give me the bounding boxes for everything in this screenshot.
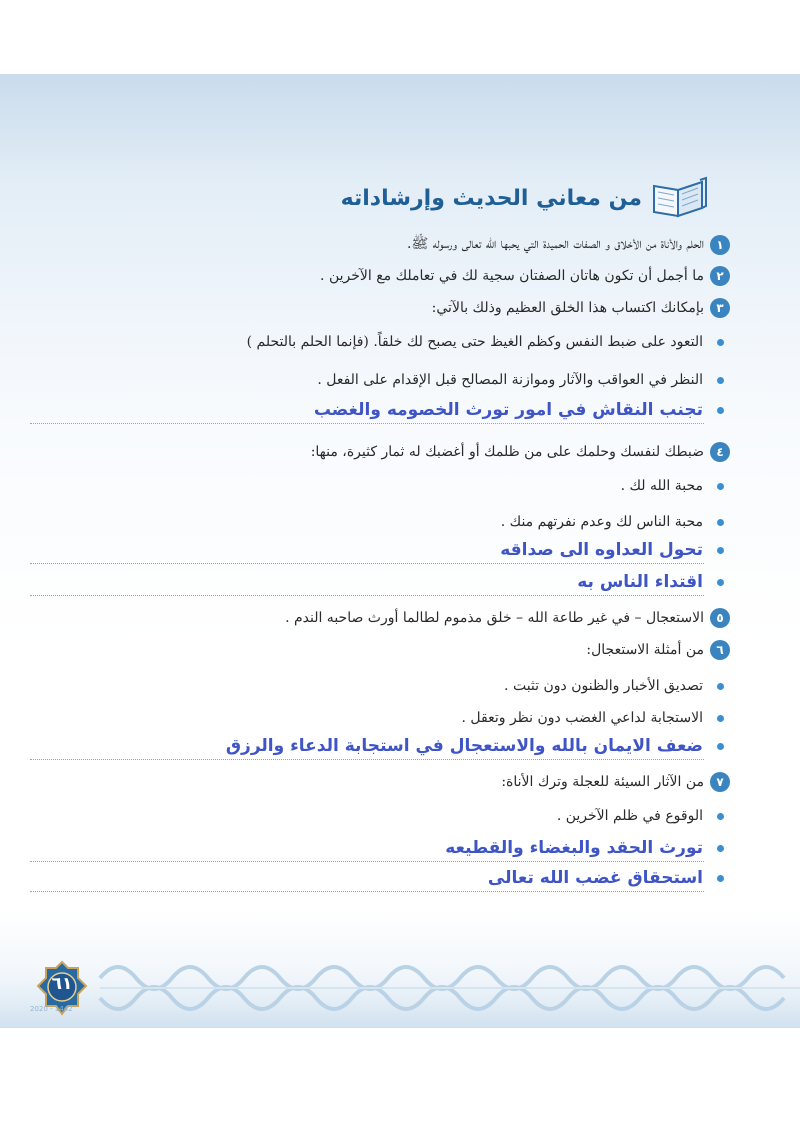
list-item <box>30 801 730 831</box>
bullet-icon <box>717 483 724 490</box>
list-item <box>30 507 730 537</box>
bullet-icon <box>717 683 724 690</box>
list-item <box>30 863 730 893</box>
footer-ornament <box>0 948 800 1028</box>
list-item <box>30 395 730 425</box>
item-text: ما أجمل أن تكون هاتان الصفتان سجية لك في تعاملك مع الآخرين . <box>320 268 704 284</box>
item-text: الاستجابة لداعي الغضب دون نظر وتعقل . <box>461 710 703 726</box>
list-item <box>30 671 730 701</box>
bullet-icon <box>717 377 724 384</box>
bullet-icon <box>717 579 724 586</box>
item-text: ضبطك لنفسك وحلمك على من ظلمك أو أغضبك له ثمار كثيرة، منها: <box>310 444 704 460</box>
bullet-icon <box>717 845 724 852</box>
item-number-badge: ٢ <box>710 266 730 286</box>
handwritten-answer: اقتداء الناس به <box>577 572 703 592</box>
answer-dotted-line <box>30 861 704 862</box>
numbered-item <box>30 769 730 795</box>
handwritten-answer: تورث الحقد والبغضاء والقطيعه <box>445 838 703 858</box>
bullet-icon <box>717 519 724 526</box>
item-number-badge: ٦ <box>710 640 730 660</box>
list-item <box>30 471 730 501</box>
numbered-item <box>30 232 730 258</box>
answer-dotted-line <box>30 423 704 424</box>
item-text: التعود على ضبط النفس وكظم الغيظ حتى يصبح لك خلقاً. (فإنما الحلم بالتحلم ) <box>246 334 703 350</box>
item-text: الحلم والأناة من الأخلاق و الصفات الحميدة التي يحبها الله تعالى ورسوله ﷺ. <box>406 236 704 252</box>
item-number-badge: ٥ <box>710 608 730 628</box>
handwritten-answer: تحول العداوه الى صداقه <box>500 540 703 560</box>
list-item <box>30 327 730 357</box>
item-text: محبة الله لك . <box>620 478 703 494</box>
item-text: النظر في العواقب والآثار وموازنة المصالح قبل الإقدام على الفعل . <box>317 372 703 388</box>
item-number-badge: ٤ <box>710 442 730 462</box>
section-title: من معاني الحديث وإرشاداته <box>340 185 642 211</box>
numbered-item <box>30 605 730 631</box>
list-item <box>30 567 730 597</box>
open-book-icon <box>650 176 708 220</box>
list-item <box>30 703 730 733</box>
bullet-icon <box>717 743 724 750</box>
item-text: الوقوع في ظلم الآخرين . <box>556 808 703 824</box>
footer-year: 2020 - 1442 <box>30 1005 73 1013</box>
section-header <box>341 176 708 220</box>
bullet-icon <box>717 407 724 414</box>
item-text: الاستعجال – في غير طاعة الله – خلق مذموم لطالما أورث صاحبه الندم . <box>285 610 704 626</box>
numbered-item <box>30 263 730 289</box>
item-number-badge: ١ <box>710 235 730 255</box>
item-number-badge: ٧ <box>710 772 730 792</box>
bullet-icon <box>717 715 724 722</box>
bullet-icon <box>717 813 724 820</box>
numbered-item <box>30 295 730 321</box>
list-item <box>30 535 730 565</box>
bullet-icon <box>717 339 724 346</box>
item-text: من الآثار السيئة للعجلة وترك الأناة: <box>501 774 704 790</box>
bullet-icon <box>717 547 724 554</box>
handwritten-answer: استحقاق غضب الله تعالى <box>487 868 703 888</box>
answer-dotted-line <box>30 759 704 760</box>
handwritten-answer: تجنب النقاش في امور تورث الخصومه والغضب <box>313 400 703 420</box>
bullet-icon <box>717 875 724 882</box>
list-item <box>30 833 730 863</box>
item-text: تصديق الأخبار والظنون دون تثبت . <box>504 678 703 694</box>
item-text: من أمثلة الاستعجال: <box>586 642 704 658</box>
list-item <box>30 365 730 395</box>
numbered-item <box>30 637 730 663</box>
answer-dotted-line <box>30 595 704 596</box>
list-item <box>30 731 730 761</box>
page-number: ٦١ <box>51 974 73 994</box>
handwritten-answer: ضعف الايمان بالله والاستعجال في استجابة الدعاء والرزق <box>225 736 703 756</box>
item-text: محبة الناس لك وعدم نفرتهم منك . <box>500 514 703 530</box>
answer-dotted-line <box>30 563 704 564</box>
item-text: بإمكانك اكتساب هذا الخلق العظيم وذلك بالآتي: <box>431 300 704 316</box>
item-number-badge: ٣ <box>710 298 730 318</box>
answer-dotted-line <box>30 891 704 892</box>
numbered-item <box>30 439 730 465</box>
